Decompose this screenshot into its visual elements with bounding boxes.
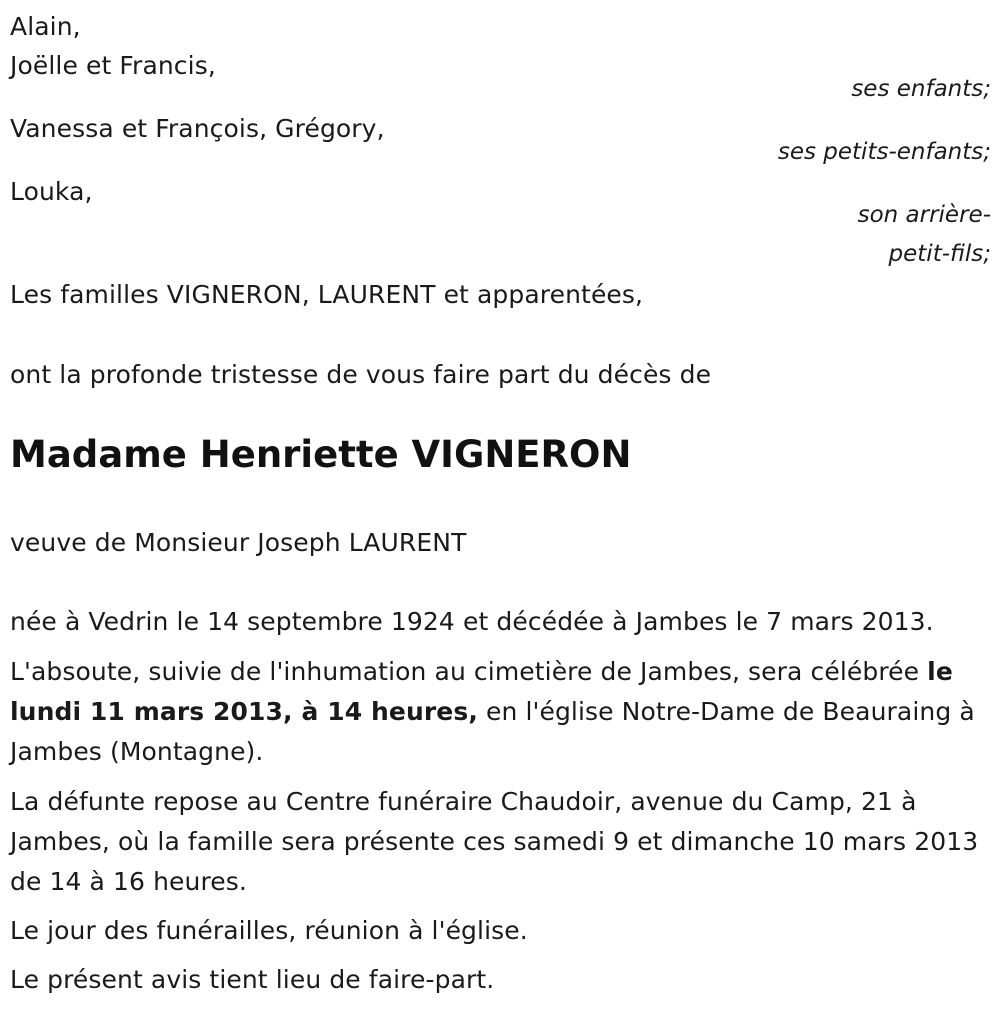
ceremony-paragraph (10, 652, 995, 772)
ceremony-intro: L'absoute, suivie de l'inhumation au cimetière de Jambes, sera célébrée (10, 657, 920, 686)
notice-paragraph: Le présent avis tient lieu de faire-part. (10, 965, 495, 994)
great-grandchild-role-2: petit-fils; (888, 241, 991, 267)
great-grandchild-role-1: son arrière- (857, 202, 991, 228)
viewing-paragraph: La défunte repose au Centre funéraire Chaudoir, avenue du Camp, 21 à Jambes, où la famille sera présente ces samedi 9 et dimanche 10 mars 2013 de 14 à 16 heures. (10, 787, 979, 896)
widow-of: veuve de Monsieur Joseph LAURENT (10, 528, 467, 557)
child-names-1: Alain, (10, 12, 81, 41)
extended-families: Les familles VIGNERON, LAURENT et apparentées, (10, 280, 644, 309)
ceremony-date: le lundi 11 mars 2013, à 14 heures, (10, 657, 953, 726)
meeting-paragraph: Le jour des funérailles, réunion à l'église. (10, 916, 528, 945)
deceased-name: Madame Henriette VIGNERON (10, 433, 632, 476)
grandchildren-names: Vanessa et François, Grégory, (10, 114, 385, 143)
child-names-2: Joëlle et Francis, (10, 51, 216, 80)
children-role: ses enfants; (851, 76, 991, 102)
grandchildren-role: ses petits-enfants; (777, 139, 991, 165)
great-grandchild-name: Louka, (10, 177, 93, 206)
birth-death-dates: née à Vedrin le 14 septembre 1924 et décédée à Jambes le 7 mars 2013. (10, 607, 934, 636)
announcement-text: ont la profonde tristesse de vous faire part du décès de (10, 360, 712, 389)
ceremony-place: en l'église Notre-Dame de Beauraing à Jambes (Montagne). (10, 697, 975, 766)
